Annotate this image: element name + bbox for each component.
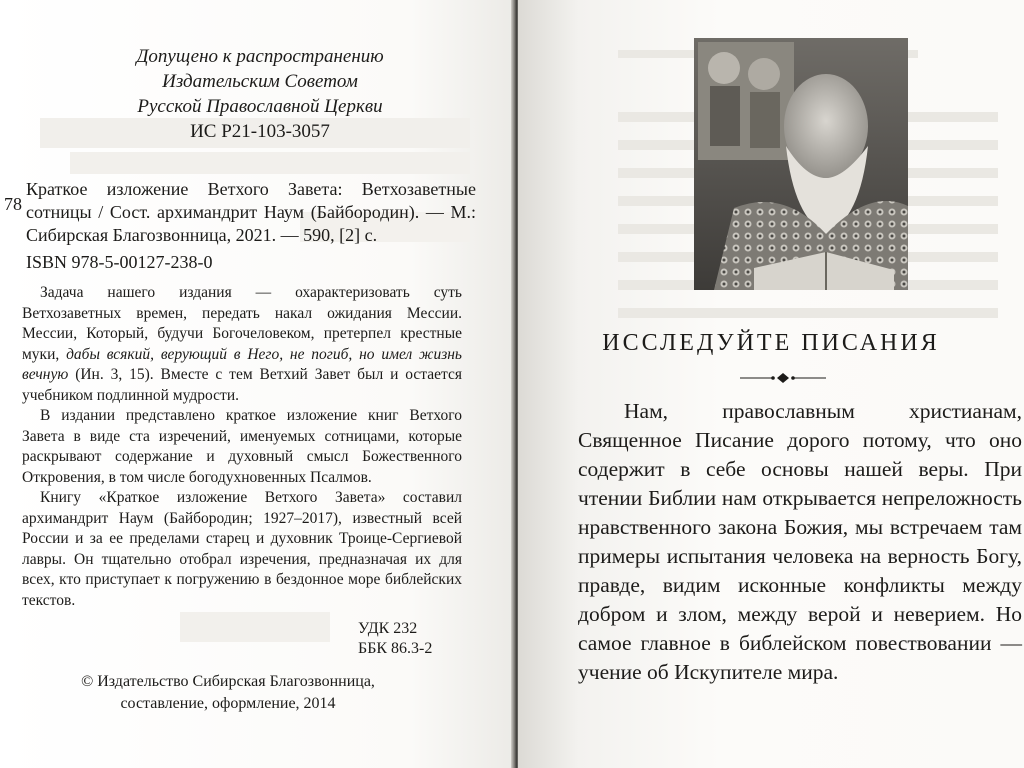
chapter-body — [578, 397, 1022, 687]
annotation-paragraph-3: Книгу «Краткое изложение Ветхого Завета» составил архимандрит Наум (Байбородин; 1927–2017), известный всей России и за ее пределами старец и духовник Троице-Сергиевой лавры. Он тщательно отобрал изречения, предназначая их для всех, кто приступает к погружению в бездонное море библейских текстов. — [22, 489, 462, 609]
annotation-paragraph-1 — [22, 283, 462, 406]
copyright-line-1: © Издательство Сибирская Благозвонница, — [81, 673, 375, 690]
scripture-quote: дабы всякий, верующий в Него, не погиб, но имел жизнь вечную — [22, 345, 462, 383]
annotation-paragraph-2: В издании представлено краткое изложение книг Ветхого Завета в виде ста изречений, именуемых сотницами, которые раскрывают содержание и духовный смысл Божественного Откровения, в том числе богодухновенных Псалмов. — [22, 407, 462, 486]
permit-line-2: Издательским Советом — [162, 71, 358, 92]
permit-line-1: Допущено к распространению — [136, 46, 384, 67]
chapter-title: ИССЛЕДУЙТЕ ПИСАНИЯ — [602, 330, 940, 356]
right-page — [518, 0, 1024, 768]
annotation — [22, 283, 462, 611]
annotation-text: (Ин. 3, 15). Вместе с тем Ветхий Завет был и остается учебником подлинной мудрости. — [22, 366, 462, 404]
copyright-line-2: составление, оформление, 2014 — [120, 695, 336, 712]
publishing-permit — [70, 44, 450, 144]
bbk-code: ББК 86.3-2 — [358, 640, 433, 657]
bibliographic-heading: Краткое изложение Ветхого Завета: — [26, 179, 343, 199]
annotation-text: Задача нашего издания — охарактеризовать суть Ветхозаветных времен, передать накал ожидания Мессии. Мессии, Который, будучи Богочеловеком, претерпел крестные муки, — [22, 284, 462, 363]
permit-code: ИС Р21-103-3057 — [190, 121, 330, 142]
bibliographic-record — [26, 178, 476, 247]
permit-line-3: Русской Православной Церкви — [137, 96, 383, 117]
bibliographic-details: Ветхозаветные сотницы / Сост. архимандрит Наум (Байбородин). — М.: Сибирская Благозвонница, 2021. — 590, [2] с. — [26, 179, 476, 245]
portrait-photo — [694, 38, 908, 290]
udk-code: УДК 232 — [358, 620, 418, 637]
body-paragraph: Нам, православным христианам, Священное Писание дорого потому, что оно содержит в себе основы нашей веры. При чтении Библии нам открывается непреложность нравственного закона Божия, мы встречаем там примеры испытания человека на верность Богу, правде, видим исконные конфликты между добром и злом, между верой и неверием. Но самое главное в библейском повествовании — учение об Искупителе мира. — [578, 399, 1022, 684]
ornament-divider-icon — [740, 372, 826, 384]
copyright — [58, 671, 398, 715]
classification-codes — [358, 619, 432, 659]
bibliographic-index: 78 — [4, 194, 22, 214]
isbn: ISBN 978-5-00127-238-0 — [26, 252, 213, 272]
elder-portrait-image — [694, 38, 908, 290]
